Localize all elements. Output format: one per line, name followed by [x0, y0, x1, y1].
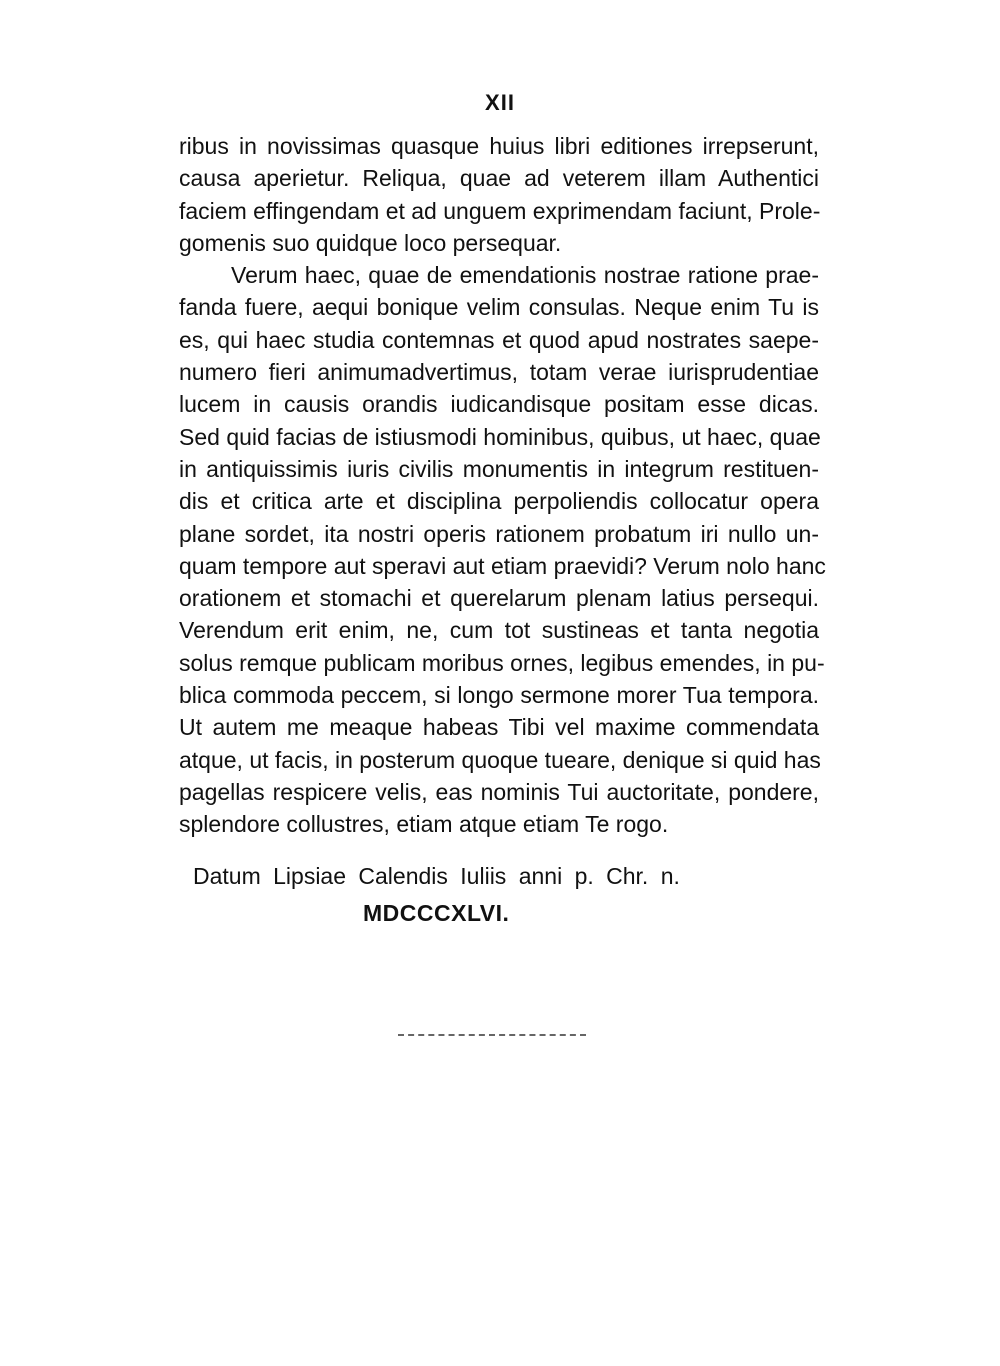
- text-line: quam tempore aut speravi aut etiam praevidi? Verum nolo hanc: [179, 552, 826, 579]
- text-line: solus remque publicam moribus ornes, legibus emendes, in pu-: [179, 649, 825, 676]
- body-text: [179, 130, 826, 841]
- text-line: causa aperietur. Reliqua, quae ad veterem illam Authentici: [179, 165, 819, 192]
- dateline: Datum Lipsiae Calendis Iuliis anni p. Chr. n.: [193, 863, 680, 889]
- text-line: gomenis suo quidque loco persequar.: [179, 229, 562, 256]
- text-line: in antiquissimis iuris civilis monumentis in integrum restituen-: [179, 455, 819, 482]
- text-line: orationem et stomachi et querelarum plenam latius persequi.: [179, 585, 819, 612]
- text-line: Ut autem me meaque habeas Tibi vel maxime commendata: [179, 714, 819, 741]
- text-line: Sed quid facias de istiusmodi hominibus, quibus, ut haec, quae: [179, 423, 821, 450]
- text-line: pagellas respicere velis, eas nominis Tui auctoritate, pondere,: [179, 778, 819, 805]
- text-line: faciem effingendam et ad unguem exprimendam faciunt, Prole-: [179, 197, 821, 224]
- paragraph-first-line: Verum haec, quae de emendationis nostrae ratione prae-: [231, 262, 819, 289]
- text-line: plane sordet, ita nostri operis rationem probatum iri nullo un-: [179, 520, 819, 547]
- page-number: XII: [485, 90, 515, 115]
- text-line: numero fieri animumadvertimus, totam verae iurisprudentiae: [179, 359, 819, 386]
- text-line: dis et critica arte et disciplina perpoliendis collocatur opera: [179, 488, 819, 515]
- text-line: lucem in causis orandis iudicandisque positam esse dicas.: [179, 391, 819, 418]
- text-line: blica commoda peccem, si longo sermone morer Tua tempora.: [179, 682, 819, 709]
- end-divider: [398, 1034, 586, 1036]
- text-line: fanda fuere, aequi bonique velim consulas. Neque enim Tu is: [179, 294, 819, 321]
- text-line: atque, ut facis, in posterum quoque tueare, denique si quid has: [179, 746, 821, 773]
- text-line: Verendum erit enim, ne, cum tot sustineas et tanta negotia: [179, 617, 819, 644]
- text-line: splendore collustres, etiam atque etiam Te rogo.: [179, 811, 669, 838]
- text-line: es, qui haec studia contemnas et quod apud nostrates saepe-: [179, 326, 819, 353]
- text-line: ribus in novissimas quasque huius libri editiones irrepserunt,: [179, 133, 819, 159]
- year-line: MDCCCXLVI.: [363, 900, 510, 926]
